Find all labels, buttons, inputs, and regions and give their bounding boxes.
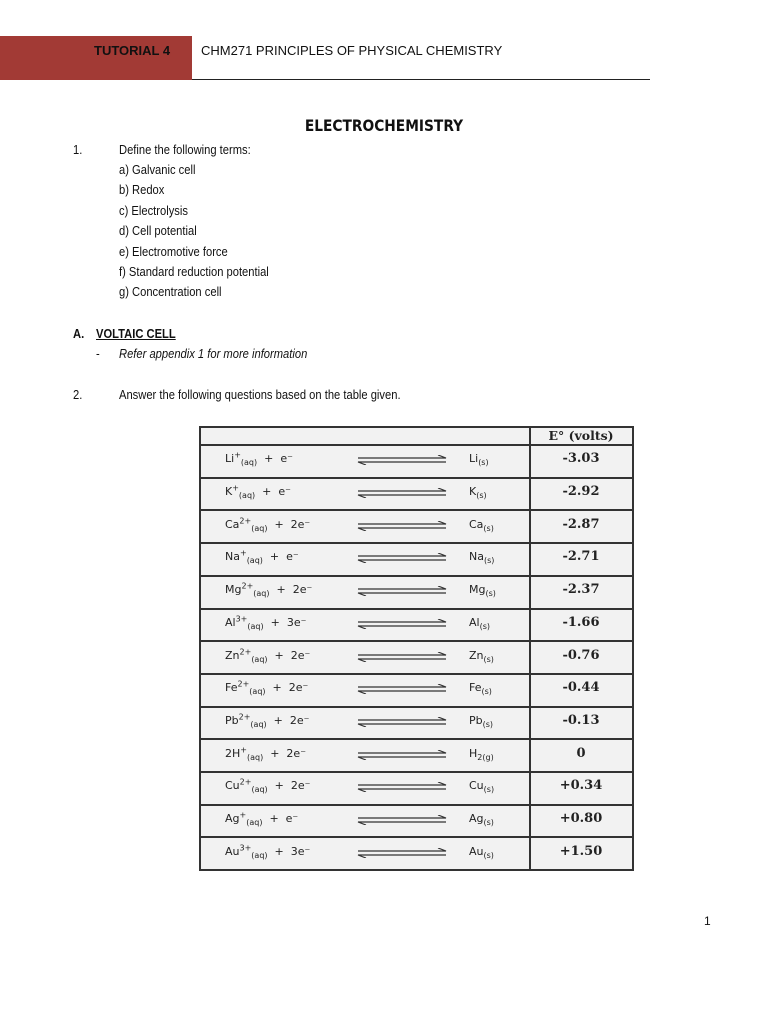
equilibrium-arrow-icon xyxy=(354,848,450,858)
equilibrium-arrow-icon xyxy=(354,488,450,498)
section-title: VOLTAIC CELL xyxy=(96,326,176,341)
table-row-divider xyxy=(199,673,634,675)
tutorial-label: TUTORIAL 4 xyxy=(94,43,171,58)
standard-potential-value: -2.87 xyxy=(562,516,600,532)
question-2-prompt: Answer the following questions based on the table given. xyxy=(119,387,401,402)
section-letter: A. xyxy=(73,326,85,341)
table-row-divider xyxy=(199,836,634,838)
table-row-divider xyxy=(199,542,634,544)
equilibrium-arrow-icon xyxy=(354,652,450,662)
half-reaction-reactants: $Pb^{2+}_{(aq)} + 2e^-$ xyxy=(225,712,310,730)
term-item: b) Redox xyxy=(119,182,165,198)
half-reaction-product: $Au_{(s)}$ xyxy=(469,844,494,860)
half-reaction-reactants: $Li^+_{(aq)} + e^-$ xyxy=(225,450,293,468)
reduction-potential-table xyxy=(199,426,634,870)
standard-potential-value: -1.66 xyxy=(562,614,600,630)
equilibrium-arrow-icon xyxy=(354,717,450,727)
term-item: f) Standard reduction potential xyxy=(119,263,269,279)
term-item: a) Galvanic cell xyxy=(119,162,196,177)
equilibrium-arrow-icon xyxy=(354,455,450,465)
bullet-dash: - xyxy=(96,346,100,361)
half-reaction-product: $Al_{(s)}$ xyxy=(469,615,491,632)
equilibrium-arrow-icon xyxy=(354,684,450,694)
question-2-number: 2. xyxy=(73,387,83,402)
equilibrium-arrow-icon xyxy=(354,782,450,792)
question-1-number: 1. xyxy=(73,142,83,157)
page-number: 1 xyxy=(704,914,711,928)
standard-potential-value: -2.37 xyxy=(562,582,600,598)
half-reaction-reactants: $Na^+_{(aq)} + e^-$ xyxy=(225,548,299,566)
table-header-divider xyxy=(199,444,634,446)
half-reaction-reactants: $Au^{3+}_{(aq)} + 3e^-$ xyxy=(225,843,311,860)
standard-potential-value: -3.03 xyxy=(562,451,600,467)
half-reaction-reactants: $Fe^{2+}_{(aq)} + 2e^-$ xyxy=(225,679,309,697)
page-title: ELECTROCHEMISTRY xyxy=(304,116,464,135)
standard-potential-value: -0.76 xyxy=(562,647,600,663)
table-row-divider xyxy=(199,509,634,511)
course-title: CHM271 PRINCIPLES OF PHYSICAL CHEMISTRY xyxy=(201,43,503,58)
half-reaction-reactants: $Cu^{2+}_{(aq)} + 2e^-$ xyxy=(225,777,311,795)
half-reaction-product: $Ag_{(s)}$ xyxy=(469,812,494,828)
table-border-top xyxy=(199,426,634,428)
table-row-divider xyxy=(199,738,634,740)
potential-column-header: E° (volts) xyxy=(548,428,614,443)
equilibrium-arrow-icon xyxy=(354,750,450,760)
table-row-divider xyxy=(199,477,634,479)
half-reaction-reactants: $Mg^{2+}_{(aq)} + 2e^-$ xyxy=(225,581,313,599)
equilibrium-arrow-icon xyxy=(354,815,450,825)
half-reaction-reactants: $Ca^{2+}_{(aq)} + 2e^-$ xyxy=(225,516,311,533)
half-reaction-product: $Mg_{(s)}$ xyxy=(469,583,496,599)
half-reaction-reactants: $Zn^{2+}_{(aq)} + 2e^-$ xyxy=(225,646,311,664)
appendix-note: Refer appendix 1 for more information xyxy=(119,346,308,361)
standard-potential-value: -2.71 xyxy=(562,549,600,565)
table-row-divider xyxy=(199,804,634,806)
term-item: c) Electrolysis xyxy=(119,202,188,218)
standard-potential-value: -0.13 xyxy=(562,712,600,728)
table-row-divider xyxy=(199,706,634,708)
term-item: g) Concentration cell xyxy=(119,284,222,300)
half-reaction-product: $K_{(s)}$ xyxy=(469,485,487,501)
standard-potential-value: -0.44 xyxy=(562,680,600,696)
half-reaction-product: $Li_{(s)}$ xyxy=(469,452,489,468)
half-reaction-reactants: $2H^+_{(aq)} + 2e^-$ xyxy=(225,744,306,762)
equilibrium-arrow-icon xyxy=(354,619,450,629)
half-reaction-reactants: $Ag^+_{(aq)} + e^-$ xyxy=(225,810,299,828)
table-row-divider xyxy=(199,869,634,871)
standard-potential-value: 0 xyxy=(576,745,586,761)
standard-potential-value: +0.80 xyxy=(559,811,603,827)
table-row-divider xyxy=(199,608,634,610)
half-reaction-product: $Fe_{(s)}$ xyxy=(469,681,492,697)
equilibrium-arrow-icon xyxy=(354,586,450,596)
standard-potential-value: +0.34 xyxy=(559,778,603,794)
half-reaction-product: $Pb_{(s)}$ xyxy=(469,713,494,730)
standard-potential-value: +1.50 xyxy=(559,843,603,859)
header-divider xyxy=(192,79,650,80)
half-reaction-product: $Ca_{(s)}$ xyxy=(469,517,494,533)
term-item: e) Electromotive force xyxy=(119,243,228,259)
standard-potential-value: -2.92 xyxy=(562,484,600,500)
equilibrium-arrow-icon xyxy=(354,521,450,531)
table-row-divider xyxy=(199,640,634,642)
half-reaction-reactants: $Al^{3+}_{(aq)} + 3e^-$ xyxy=(225,614,307,632)
half-reaction-product: $Na_{(s)}$ xyxy=(469,550,495,566)
equilibrium-arrow-icon xyxy=(354,553,450,563)
table-row-divider xyxy=(199,771,634,773)
half-reaction-product: $Cu_{(s)}$ xyxy=(469,779,495,795)
half-reaction-product: $Zn_{(s)}$ xyxy=(469,648,494,664)
term-item: d) Cell potential xyxy=(119,223,197,239)
half-reaction-product: $H_{2(g)}$ xyxy=(469,746,494,762)
half-reaction-reactants: $K^+_{(aq)} + e^-$ xyxy=(225,483,291,501)
table-row-divider xyxy=(199,575,634,577)
terms-list xyxy=(119,160,293,303)
question-1-prompt: Define the following terms: xyxy=(119,142,251,157)
